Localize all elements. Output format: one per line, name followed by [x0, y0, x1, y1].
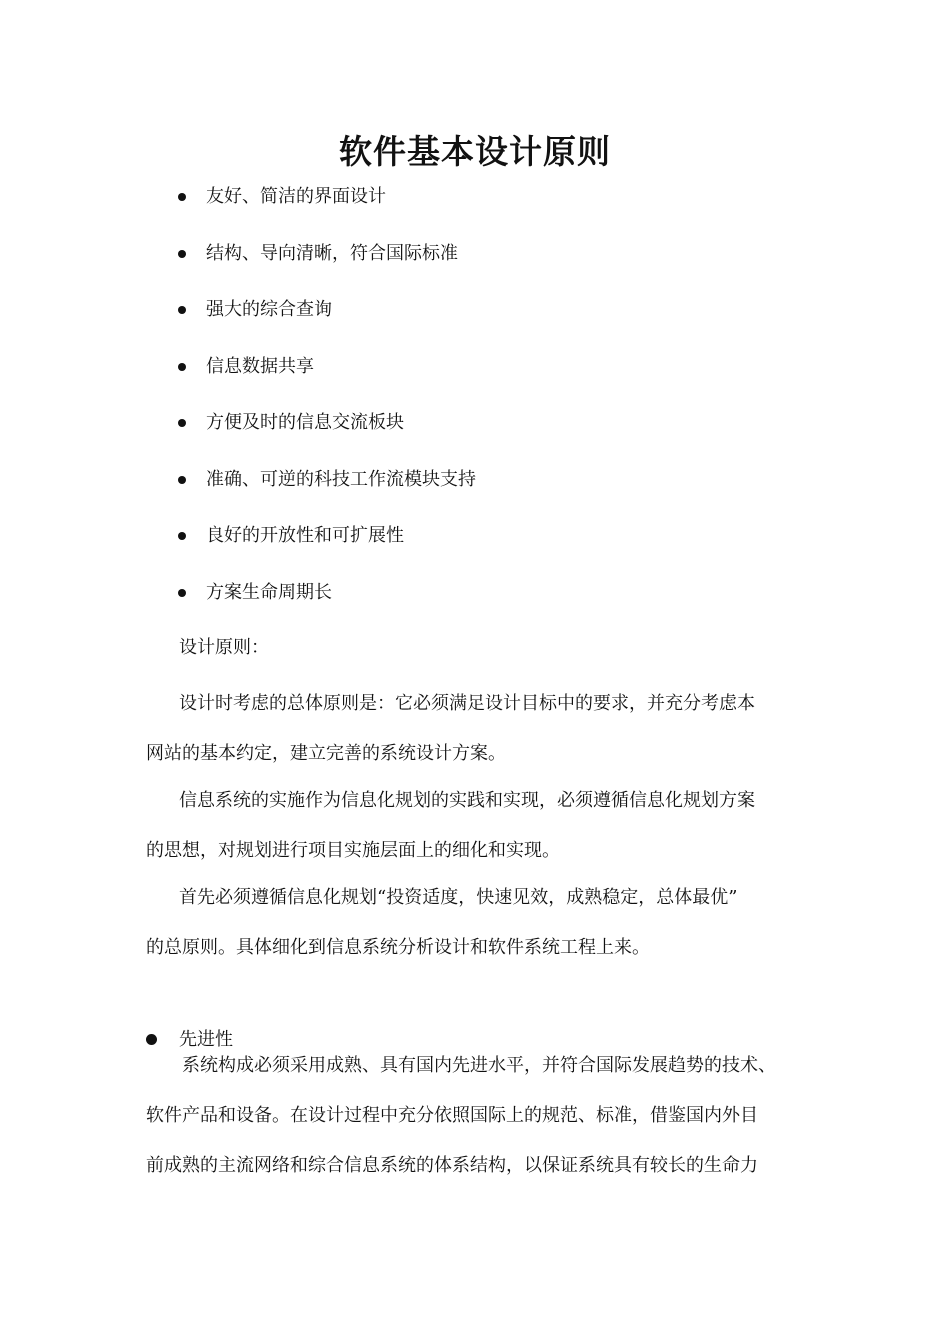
list-item	[176, 239, 476, 296]
list-item-text: 友好、简洁的界面设计	[206, 186, 386, 207]
bullet-icon	[178, 306, 186, 314]
list-item	[176, 465, 476, 522]
paragraph-2-line-1: 信息系统的实施作为信息化规划的实践和实现，必须遵循信息化规划方案	[179, 790, 755, 811]
bullet-icon	[178, 193, 186, 201]
design-principles-heading: 设计原则：	[179, 637, 269, 658]
list-item-text: 方便及时的信息交流板块	[206, 412, 404, 433]
list-item-text: 结构、导向清晰，符合国际标准	[206, 242, 458, 264]
list-item-text: 方案生命周期长	[206, 581, 332, 603]
principles-list	[176, 182, 476, 634]
document-title: 软件基本设计原则	[339, 132, 611, 171]
section-heading: 先进性	[179, 1029, 233, 1050]
bullet-icon	[178, 476, 186, 484]
bullet-icon	[178, 250, 186, 258]
list-item	[176, 578, 476, 635]
list-item-text: 强大的综合查询	[206, 299, 332, 320]
list-item-text: 信息数据共享	[206, 355, 314, 377]
list-item	[176, 295, 476, 352]
section-line-2: 软件产品和设备。在设计过程中充分依照国际上的规范、标准，借鉴国内外目	[146, 1105, 758, 1126]
list-item	[176, 408, 476, 465]
list-item	[176, 521, 476, 578]
list-item	[176, 352, 476, 409]
paragraph-3-line-2: 的总原则。具体细化到信息系统分析设计和软件系统工程上来。	[146, 937, 650, 958]
paragraph-1-line-1: 设计时考虑的总体原则是：它必须满足设计目标中的要求，并充分考虑本	[179, 693, 755, 714]
paragraph-3-line-1: 首先必须遵循信息化规划“投资适度，快速见效，成熟稳定，总体最优”	[179, 887, 738, 908]
section-line-3: 前成熟的主流网络和综合信息系统的体系结构，以保证系统具有较长的生命力	[146, 1155, 758, 1176]
paragraph-2-line-2: 的思想，对规划进行项目实施层面上的细化和实现。	[146, 840, 560, 861]
list-item-text: 良好的开放性和可扩展性	[206, 525, 404, 546]
bullet-icon	[178, 589, 186, 597]
list-item	[176, 182, 476, 239]
paragraph-1-line-2: 网站的基本约定，建立完善的系统设计方案。	[146, 743, 506, 764]
section-line-1: 系统构成必须采用成熟、具有国内先进水平，并符合国际发展趋势的技术、	[182, 1055, 776, 1076]
bullet-icon	[178, 419, 186, 427]
bullet-icon	[178, 363, 186, 371]
list-item-text: 准确、可逆的科技工作流模块支持	[206, 468, 476, 490]
section-bullet-icon	[146, 1034, 157, 1045]
bullet-icon	[178, 532, 186, 540]
